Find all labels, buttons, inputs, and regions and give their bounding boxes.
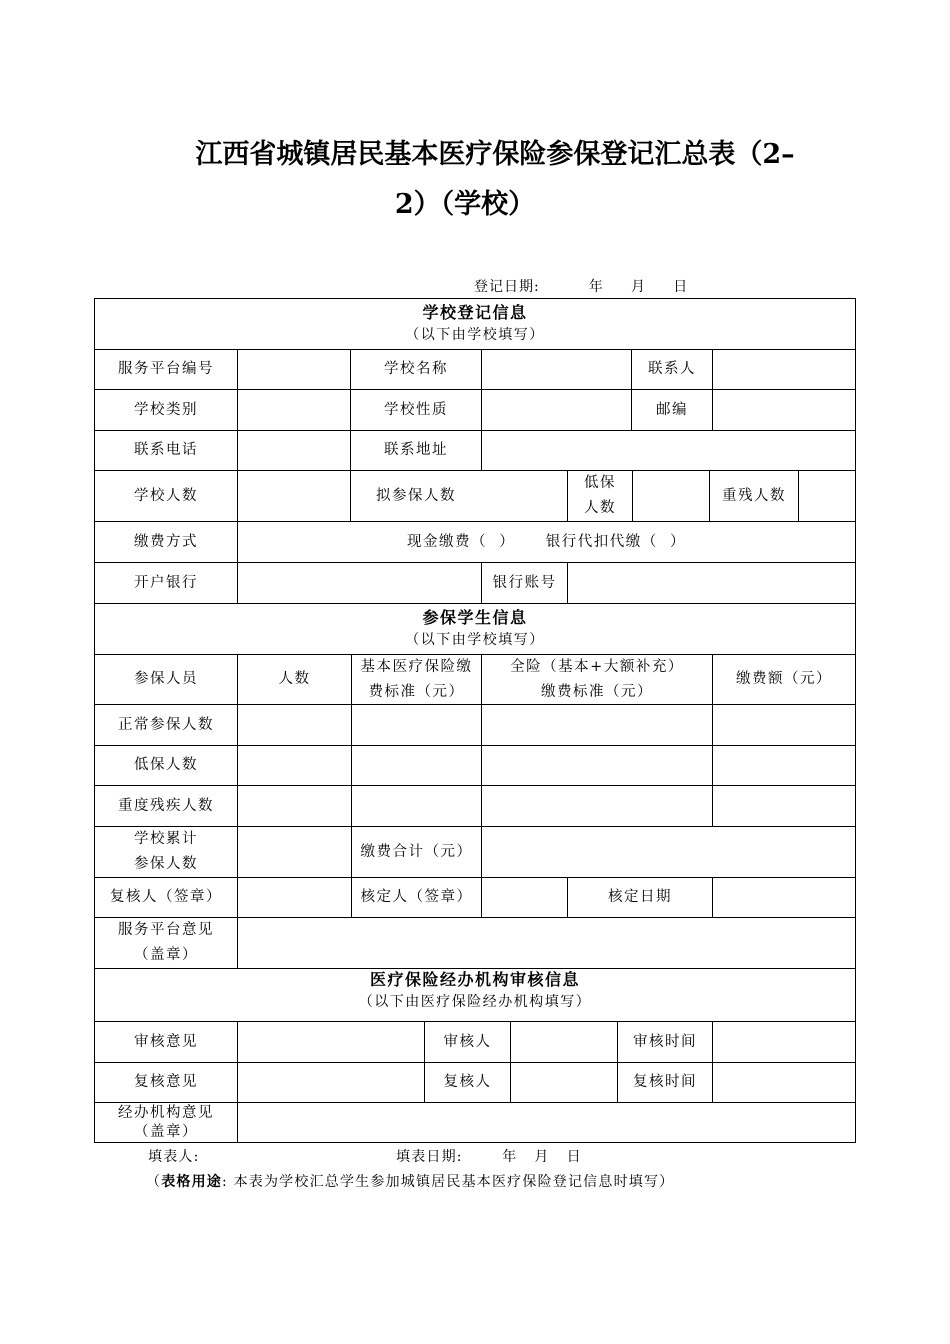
recheck-time-label: 复核时间: [633, 1074, 697, 1090]
row-disabled-basic[interactable]: [352, 786, 481, 826]
audit-time-label: 审核时间: [633, 1033, 697, 1050]
school-headcount-label: 学校人数: [134, 487, 198, 504]
school-name-field[interactable]: [482, 350, 631, 389]
contact-person-label: 联系人: [648, 361, 696, 377]
school-info-section-header: [95, 299, 855, 349]
verifier-field[interactable]: [482, 878, 567, 917]
verify-date-field[interactable]: [713, 878, 855, 917]
low-income-field[interactable]: [633, 471, 709, 521]
verify-date-label: 核定日期: [608, 889, 672, 905]
school-headcount-field[interactable]: [238, 471, 350, 521]
filler-label: 填表人:: [148, 1149, 200, 1165]
audit-time-field[interactable]: [713, 1022, 855, 1062]
agency-opinion-field[interactable]: [238, 1103, 855, 1142]
usage-label: 表格用途: [161, 1174, 223, 1190]
row-low-income-basic[interactable]: [352, 746, 481, 785]
address-field[interactable]: [482, 431, 855, 470]
agency-opinion-label: 经办机构意见（盖章）: [118, 1104, 214, 1140]
agency-info-section-header: [95, 969, 855, 1021]
row-normal-label: 正常参保人数: [118, 716, 214, 733]
row-normal-basic[interactable]: [352, 705, 481, 745]
agency-info-heading: 医疗保险经办机构审核信息: [369, 970, 580, 989]
fee-total-field[interactable]: [482, 827, 855, 877]
col-amount-header: 缴费额（元）: [736, 671, 832, 687]
bank-account-field[interactable]: [568, 563, 855, 603]
reviewer-label: 复核人（签章）: [110, 889, 222, 905]
rechecker-label: 复核人: [443, 1074, 492, 1090]
agency-info-note: （以下由医疗保险经办机构填写）: [358, 994, 592, 1010]
col-insured-header: 参保人员: [134, 671, 198, 687]
form-title-line-2: 2）（学校）: [394, 189, 536, 220]
school-category-label: 学校类别: [134, 401, 198, 418]
col-basic-header: 基本医疗保险缴费标准（元）: [360, 658, 473, 700]
reviewer-field[interactable]: [238, 878, 351, 917]
cumulative-label: 学校累计参保人数: [134, 831, 198, 872]
cumulative-field[interactable]: [238, 827, 351, 877]
school-info-heading: 学校登记信息: [422, 303, 528, 322]
student-info-section-header: [95, 604, 855, 654]
bank-field[interactable]: [238, 563, 481, 603]
rechecker-field[interactable]: [511, 1063, 617, 1102]
audit-opinion-label: 审核意见: [134, 1033, 198, 1050]
row-low-income-full[interactable]: [482, 746, 712, 785]
fill-date: 填表日期: 年 月 日: [396, 1149, 582, 1165]
row-normal-full[interactable]: [482, 705, 712, 745]
row-disabled-label: 重度残疾人数: [118, 797, 214, 814]
payment-options[interactable]: 现金缴费（ ） 银行代扣代缴（ ）: [407, 533, 686, 550]
row-normal-amount[interactable]: [713, 705, 855, 745]
low-income-label: 低保人数: [584, 475, 616, 516]
phone-label: 联系电话: [134, 442, 198, 458]
service-platform-no-label: 服务平台编号: [118, 361, 214, 377]
registration-date: 登记日期: 年 月 日: [474, 279, 689, 295]
platform-opinion-field[interactable]: [238, 918, 855, 968]
school-info-note: （以下由学校填写）: [405, 327, 545, 343]
planned-insured-label: 拟参保人数: [376, 487, 456, 504]
service-platform-no-field[interactable]: [238, 350, 350, 389]
row-disabled-count[interactable]: [238, 786, 351, 826]
audit-opinion-field[interactable]: [238, 1022, 424, 1062]
school-name-label: 学校名称: [384, 361, 448, 377]
school-category-field[interactable]: [238, 390, 350, 430]
address-label: 联系地址: [384, 442, 448, 458]
col-count-header: 人数: [278, 671, 311, 687]
bank-label: 开户银行: [134, 574, 198, 591]
school-nature-label: 学校性质: [384, 401, 448, 418]
recheck-opinion-field[interactable]: [238, 1063, 424, 1102]
recheck-time-field[interactable]: [713, 1063, 855, 1102]
col-full-header: 全险（基本+大额补充）缴费标准（元）: [510, 658, 684, 700]
student-info-note: （以下由学校填写）: [405, 632, 545, 648]
row-low-income-count[interactable]: [238, 746, 351, 785]
row-low-income-label: 低保人数: [134, 757, 198, 773]
disabled-field[interactable]: [799, 471, 855, 521]
postcode-field[interactable]: [713, 390, 855, 430]
auditor-field[interactable]: [511, 1022, 617, 1062]
planned-insured-field[interactable]: [482, 471, 567, 521]
student-info-heading: 参保学生信息: [422, 608, 528, 627]
bank-account-label: 银行账号: [492, 574, 557, 591]
auditor-label: 审核人: [443, 1033, 492, 1050]
payment-method-label: 缴费方式: [134, 533, 198, 550]
phone-field[interactable]: [238, 431, 350, 470]
row-low-income-amount[interactable]: [713, 746, 855, 785]
platform-opinion-label: 服务平台意见（盖章）: [118, 922, 214, 963]
school-nature-field[interactable]: [482, 390, 631, 430]
row-disabled-full[interactable]: [482, 786, 712, 826]
usage-text: : 本表为学校汇总学生参加城镇居民基本医疗保险登记信息时填写）: [222, 1174, 675, 1190]
form-title-line-1: 江西省城镇居民基本医疗保险参保登记汇总表（2–: [195, 139, 795, 170]
postcode-label: 邮编: [656, 401, 688, 418]
contact-person-field[interactable]: [713, 350, 855, 389]
row-normal-count[interactable]: [238, 705, 351, 745]
row-disabled-amount[interactable]: [713, 786, 855, 826]
recheck-opinion-label: 复核意见: [134, 1074, 198, 1090]
verifier-label: 核定人（签章）: [360, 889, 473, 905]
disabled-label: 重残人数: [722, 487, 786, 504]
fee-total-label: 缴费合计（元）: [360, 843, 473, 860]
usage-note: （表格用途: 本表为学校汇总学生参加城镇居民基本医疗保险登记信息时填写）: [146, 1174, 675, 1190]
